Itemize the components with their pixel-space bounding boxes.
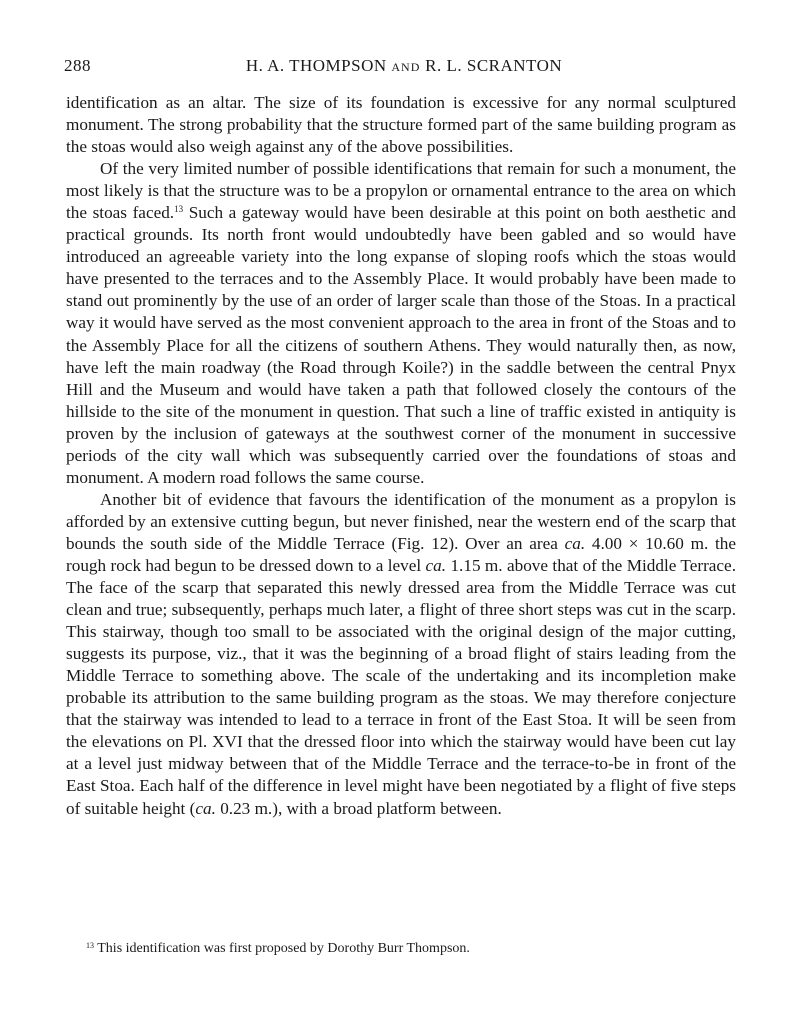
text-run: 1.15 m. above that of the Middle Terrace. The face of the scarp that separated this newly dressed area from the Middle Terrace was cut clean and true; subsequently, perhaps much later, a flight of three short steps was cut in the scarp. This stairway, though too small to be associated with the original design of the major cutting, suggests its purpose, viz., that it was the beginning of a broad flight of stairs leading from the Middle Terrace to something above. The scale of the undertaking and its incompletion make probable its attribution to the same building program as the stoas. We may therefore conjecture that the stairway was intended to lead to a terrace in front of the East Stoa. It will be seen from the elevations on Pl. XVI that the dressed floor into which the stairway would have been cut lay at a level just midway between that of the Middle Terrace and the terrace-to-be in front of the East Stoa. Each half of the difference in level might have been negotiated by a flight of five steps of suitable height ( [66,555,736,818]
italic-text: ca. [195,798,216,818]
page-number: 288 [64,56,91,75]
paragraph [66,92,736,158]
text-run: identification as an altar. The size of its foundation is excessive for any normal sculptured monument. The strong probability that the structure formed part of the same building program as the stoas would also weigh against any of the above possibilities. [66,93,736,157]
paragraph [66,489,736,820]
text-run: 0.23 m.), with a broad platform between. [215,798,502,818]
author-conjunction: AND [391,60,421,74]
italic-text: ca. [425,555,447,575]
running-head [64,56,744,76]
footnote-ref: 13 [174,204,184,215]
footnote-number: 13 [86,941,94,950]
footnote [86,940,726,958]
author-2: R. L. SCRANTON [425,56,563,75]
text-run: Such a gateway would have been desirable at this point on both aesthetic and practical grounds. Its north front would undoubtedly have been gabled and so would have introduced an agreeable variety into the long expanse of sloping roofs which the stoas would have presented to the terraces and to the Assembly Place. It would probably have been made to stand out prominently by the use of an order of larger scale than those of the Stoas. In a practical way it would have served as the most convenient approach to the area in front of the Stoas and to the Assembly Place for all the citizens of southern Athens. They would naturally then, as now, have left the main roadway (the Road through Koile?) in the saddle between the central Pnyx Hill and the Museum and would have taken a path that followed closely the contours of the hillside to the site of the monument in question. That such a line of traffic existed in antiquity is proven by the inclusion of gateways at the southwest corner of the monument in successive periods of the city wall which was subsequently carried over the foundations of stoas and monument. A modern road follows the same course. [66,203,736,487]
paragraph [66,158,736,489]
text-run: Another bit of evidence that favours the identification of the monument as a propylon is afforded by an extensive cutting begun, but never finished, near the western end of the scarp that bounds the south side of the Middle Terrace (Fig. 12). Over an area [66,489,736,553]
author-1: H. A. THOMPSON [245,56,387,75]
text-run: Of the very limited number of possible identifications that remain for such a monument, the most likely is that the structure was to be a propylon or ornamental entrance to the area on which the stoas faced. [66,159,736,223]
text-run: 4.00 × 10.60 m. the rough rock had begun to be dressed down to a level [66,533,736,575]
page-header [64,56,744,80]
italic-text: ca. [564,533,586,553]
body-text [66,92,736,820]
footnote-text: This identification was first proposed by Dorothy Burr Thompson. [94,941,470,956]
